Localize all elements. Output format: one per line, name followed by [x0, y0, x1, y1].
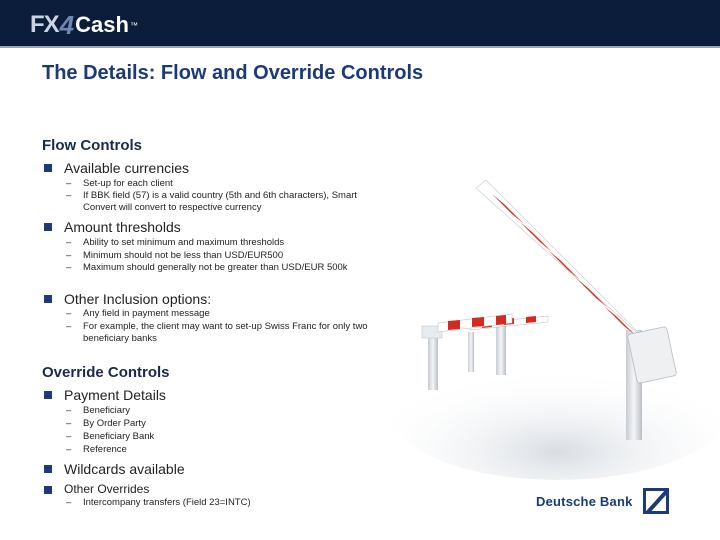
sub-item-text: Set-up for each client	[83, 178, 173, 189]
bullet-label: Payment Details	[64, 387, 166, 403]
sub-item-text: Maximum should generally not be greater than USD/EUR 500k	[83, 262, 348, 273]
bullet-available-currencies	[44, 160, 189, 176]
bullet-square-icon	[44, 465, 52, 473]
sub-item	[66, 444, 373, 456]
logo-four: 4	[59, 9, 75, 40]
override-controls-heading: Override Controls	[42, 364, 170, 381]
bullet-label: Available currencies	[64, 160, 190, 176]
logo-tm: ™	[129, 20, 138, 30]
logo-cash: Cash	[75, 12, 129, 37]
header-bar	[0, 0, 720, 46]
sub-item-text: Minimum should not be less than USD/EUR500	[83, 250, 284, 261]
sub-item	[66, 418, 373, 430]
sub-item	[66, 497, 373, 509]
sub-item-text: If BBK field (57) is a valid country (5th and 6th characters), Smart Convert will convert to respective currency	[83, 190, 358, 213]
dash: –	[66, 444, 72, 455]
sub-item	[66, 405, 373, 417]
deutsche-bank-logo	[536, 488, 669, 514]
sub-item	[66, 321, 373, 345]
sub-item	[66, 308, 373, 320]
dash: –	[66, 190, 72, 201]
dash: –	[66, 250, 72, 261]
bullet-square-icon	[44, 486, 52, 494]
sub-item-text: Intercompany transfers (Field 23=INTC)	[83, 497, 251, 508]
dash: –	[66, 262, 72, 273]
bullet-label: Other Overrides	[64, 482, 150, 496]
fx4cash-logo	[30, 10, 138, 40]
bullet-square-icon	[44, 295, 52, 303]
sub-item	[66, 178, 373, 190]
bullet-other-overrides	[44, 482, 149, 496]
logo-fx: FX	[30, 11, 59, 38]
sub-item-text: Beneficiary Bank	[83, 431, 155, 442]
bullet-wildcards-available	[44, 461, 185, 477]
bullet-square-icon	[44, 391, 52, 399]
bullet-amount-thresholds	[44, 219, 181, 235]
sub-item-text: By Order Party	[83, 418, 146, 429]
dash: –	[66, 237, 72, 248]
dash: –	[66, 497, 72, 508]
dash: –	[66, 178, 72, 189]
bullet-label: Amount thresholds	[64, 219, 181, 235]
header-divider	[0, 46, 720, 48]
sub-item-text: Reference	[83, 444, 127, 455]
deutsche-bank-slash-icon	[643, 488, 669, 514]
flow-controls-heading: Flow Controls	[42, 137, 142, 154]
bullet-square-icon	[44, 164, 52, 172]
bullet-other-inclusion-options	[44, 291, 211, 307]
sub-item	[66, 190, 373, 214]
dash: –	[66, 308, 72, 319]
brand-name: Deutsche Bank	[536, 493, 633, 509]
dash: –	[66, 431, 72, 442]
sub-item-text: For example, the client may want to set-up Swiss Franc for only two beneficiary banks	[83, 321, 368, 344]
sub-item	[66, 431, 373, 443]
dash: –	[66, 405, 72, 416]
sub-item-text: Beneficiary	[83, 405, 130, 416]
bullet-label: Wildcards available	[64, 461, 185, 477]
sub-item	[66, 237, 373, 249]
dash: –	[66, 321, 72, 332]
bullet-payment-details	[44, 387, 166, 403]
sub-item	[66, 262, 373, 274]
dash: –	[66, 418, 72, 429]
page-title: The Details: Flow and Override Controls	[42, 62, 424, 84]
sub-item-text: Ability to set minimum and maximum thresholds	[83, 237, 285, 248]
bullet-square-icon	[44, 223, 52, 231]
sub-item	[66, 250, 373, 262]
bullet-label: Other Inclusion options:	[64, 291, 212, 307]
sub-item-text: Any field in payment message	[83, 308, 210, 319]
barrier-gate-illustration	[388, 180, 720, 480]
